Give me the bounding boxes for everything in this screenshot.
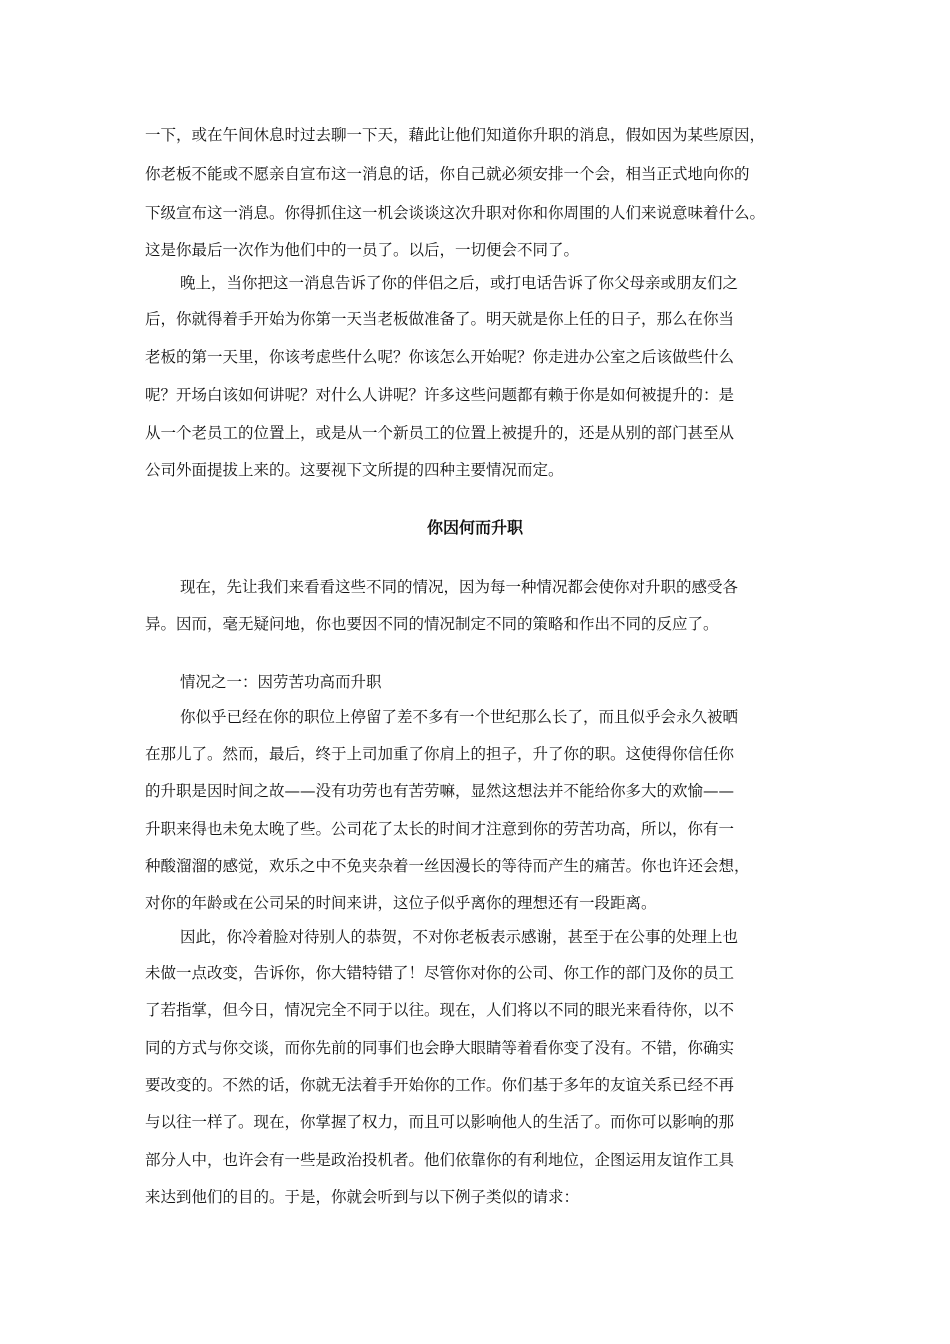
text-line: 的升职是因时间之故——没有功劳也有苦劳嘛，显然这想法并不能给你多大的欢愉—— <box>145 782 735 800</box>
text-line: 异。因而，毫无疑问地，你也要因不同的情况制定不同的策略和作出不同的反应了。 <box>145 615 719 633</box>
text-line: 来达到他们的目的。于是，你就会听到与以下例子类似的请求： <box>145 1188 580 1206</box>
text-line: 同的方式与你交谈，而你先前的同事们也会睁大眼睛等着看你变了没有。不错，你确实 <box>145 1039 735 1057</box>
text-line: 部分人中，也许会有一些是政治投机者。他们依靠你的有利地位，企图运用友谊作工具 <box>145 1151 735 1169</box>
text-line: 后，你就得着手开始为你第一天当老板做准备了。明天就是你上任的日子，那么在你当 <box>145 310 735 328</box>
text-line: 老板的第一天里，你该考虑些什么呢？你该怎么开始呢？你走进办公室之后该做些什么 <box>145 348 735 366</box>
text-line: 因此，你冷着脸对待别人的恭贺，不对你老板表示感谢，甚至于在公事的处理上也 <box>180 928 739 946</box>
text-line: 下级宣布这一消息。你得抓住这一机会谈谈这次升职对你和你周围的人们来说意味着什么。 <box>145 204 766 222</box>
subsection-title: 情况之一：因劳苦功高而升职 <box>180 673 382 691</box>
text-line: 了若指掌，但今日，情况完全不同于以往。现在，人们将以不同的眼光来看待你，以不 <box>145 1001 735 1019</box>
text-line: 与以往一样了。现在，你掌握了权力，而且可以影响他人的生活了。而你可以影响的那 <box>145 1113 735 1131</box>
text-line: 对你的年龄或在公司呆的时间来讲，这位子似乎离你的理想还有一段距离。 <box>145 894 657 912</box>
text-line: 要改变的。不然的话，你就无法着手开始你的工作。你们基于多年的友谊关系已经不再 <box>145 1076 735 1094</box>
text-line: 升职来得也未免太晚了些。公司花了太长的时间才注意到你的劳苦功高，所以，你有一 <box>145 820 735 838</box>
text-line: 种酸溜溜的感觉，欢乐之中不免夹杂着一丝因漫长的等待而产生的痛苦。你也许还会想， <box>145 857 750 875</box>
text-line: 未做一点改变，告诉你，你大错特错了！尽管你对你的公司、你工作的部门及你的员工 <box>145 964 735 982</box>
text-line: 你老板不能或不愿亲自宣布这一消息的话，你自己就必须安排一个会，相当正式地向你的 <box>145 165 750 183</box>
text-line: 现在，先让我们来看看这些不同的情况，因为每一种情况都会使你对升职的感受各 <box>180 578 739 596</box>
text-line: 从一个老员工的位置上，或是从一个新员工的位置上被提升的，还是从别的部门甚至从 <box>145 424 735 442</box>
text-line: 晚上，当你把这一消息告诉了你的伴侣之后，或打电话告诉了你父母亲或朋友们之 <box>180 274 739 292</box>
text-line: 一下，或在午间休息时过去聊一下天，藉此让他们知道你升职的消息，假如因为某些原因， <box>145 126 766 144</box>
text-line: 呢？开场白该如何讲呢？对什么人讲呢？许多这些问题都有赖于你是如何被提升的：是 <box>145 386 735 404</box>
section-heading: 你因何而升职 <box>426 518 523 537</box>
text-line: 在那儿了。然而，最后，终于上司加重了你肩上的担子，升了你的职。这使得你信任你 <box>145 745 735 763</box>
text-line: 这是你最后一次作为他们中的一员了。以后，一切便会不同了。 <box>145 241 580 259</box>
text-line: 公司外面提拔上来的。这要视下文所提的四种主要情况而定。 <box>145 461 564 479</box>
text-line: 你似乎已经在你的职位上停留了差不多有一个世纪那么长了，而且似乎会永久被晒 <box>180 708 739 726</box>
